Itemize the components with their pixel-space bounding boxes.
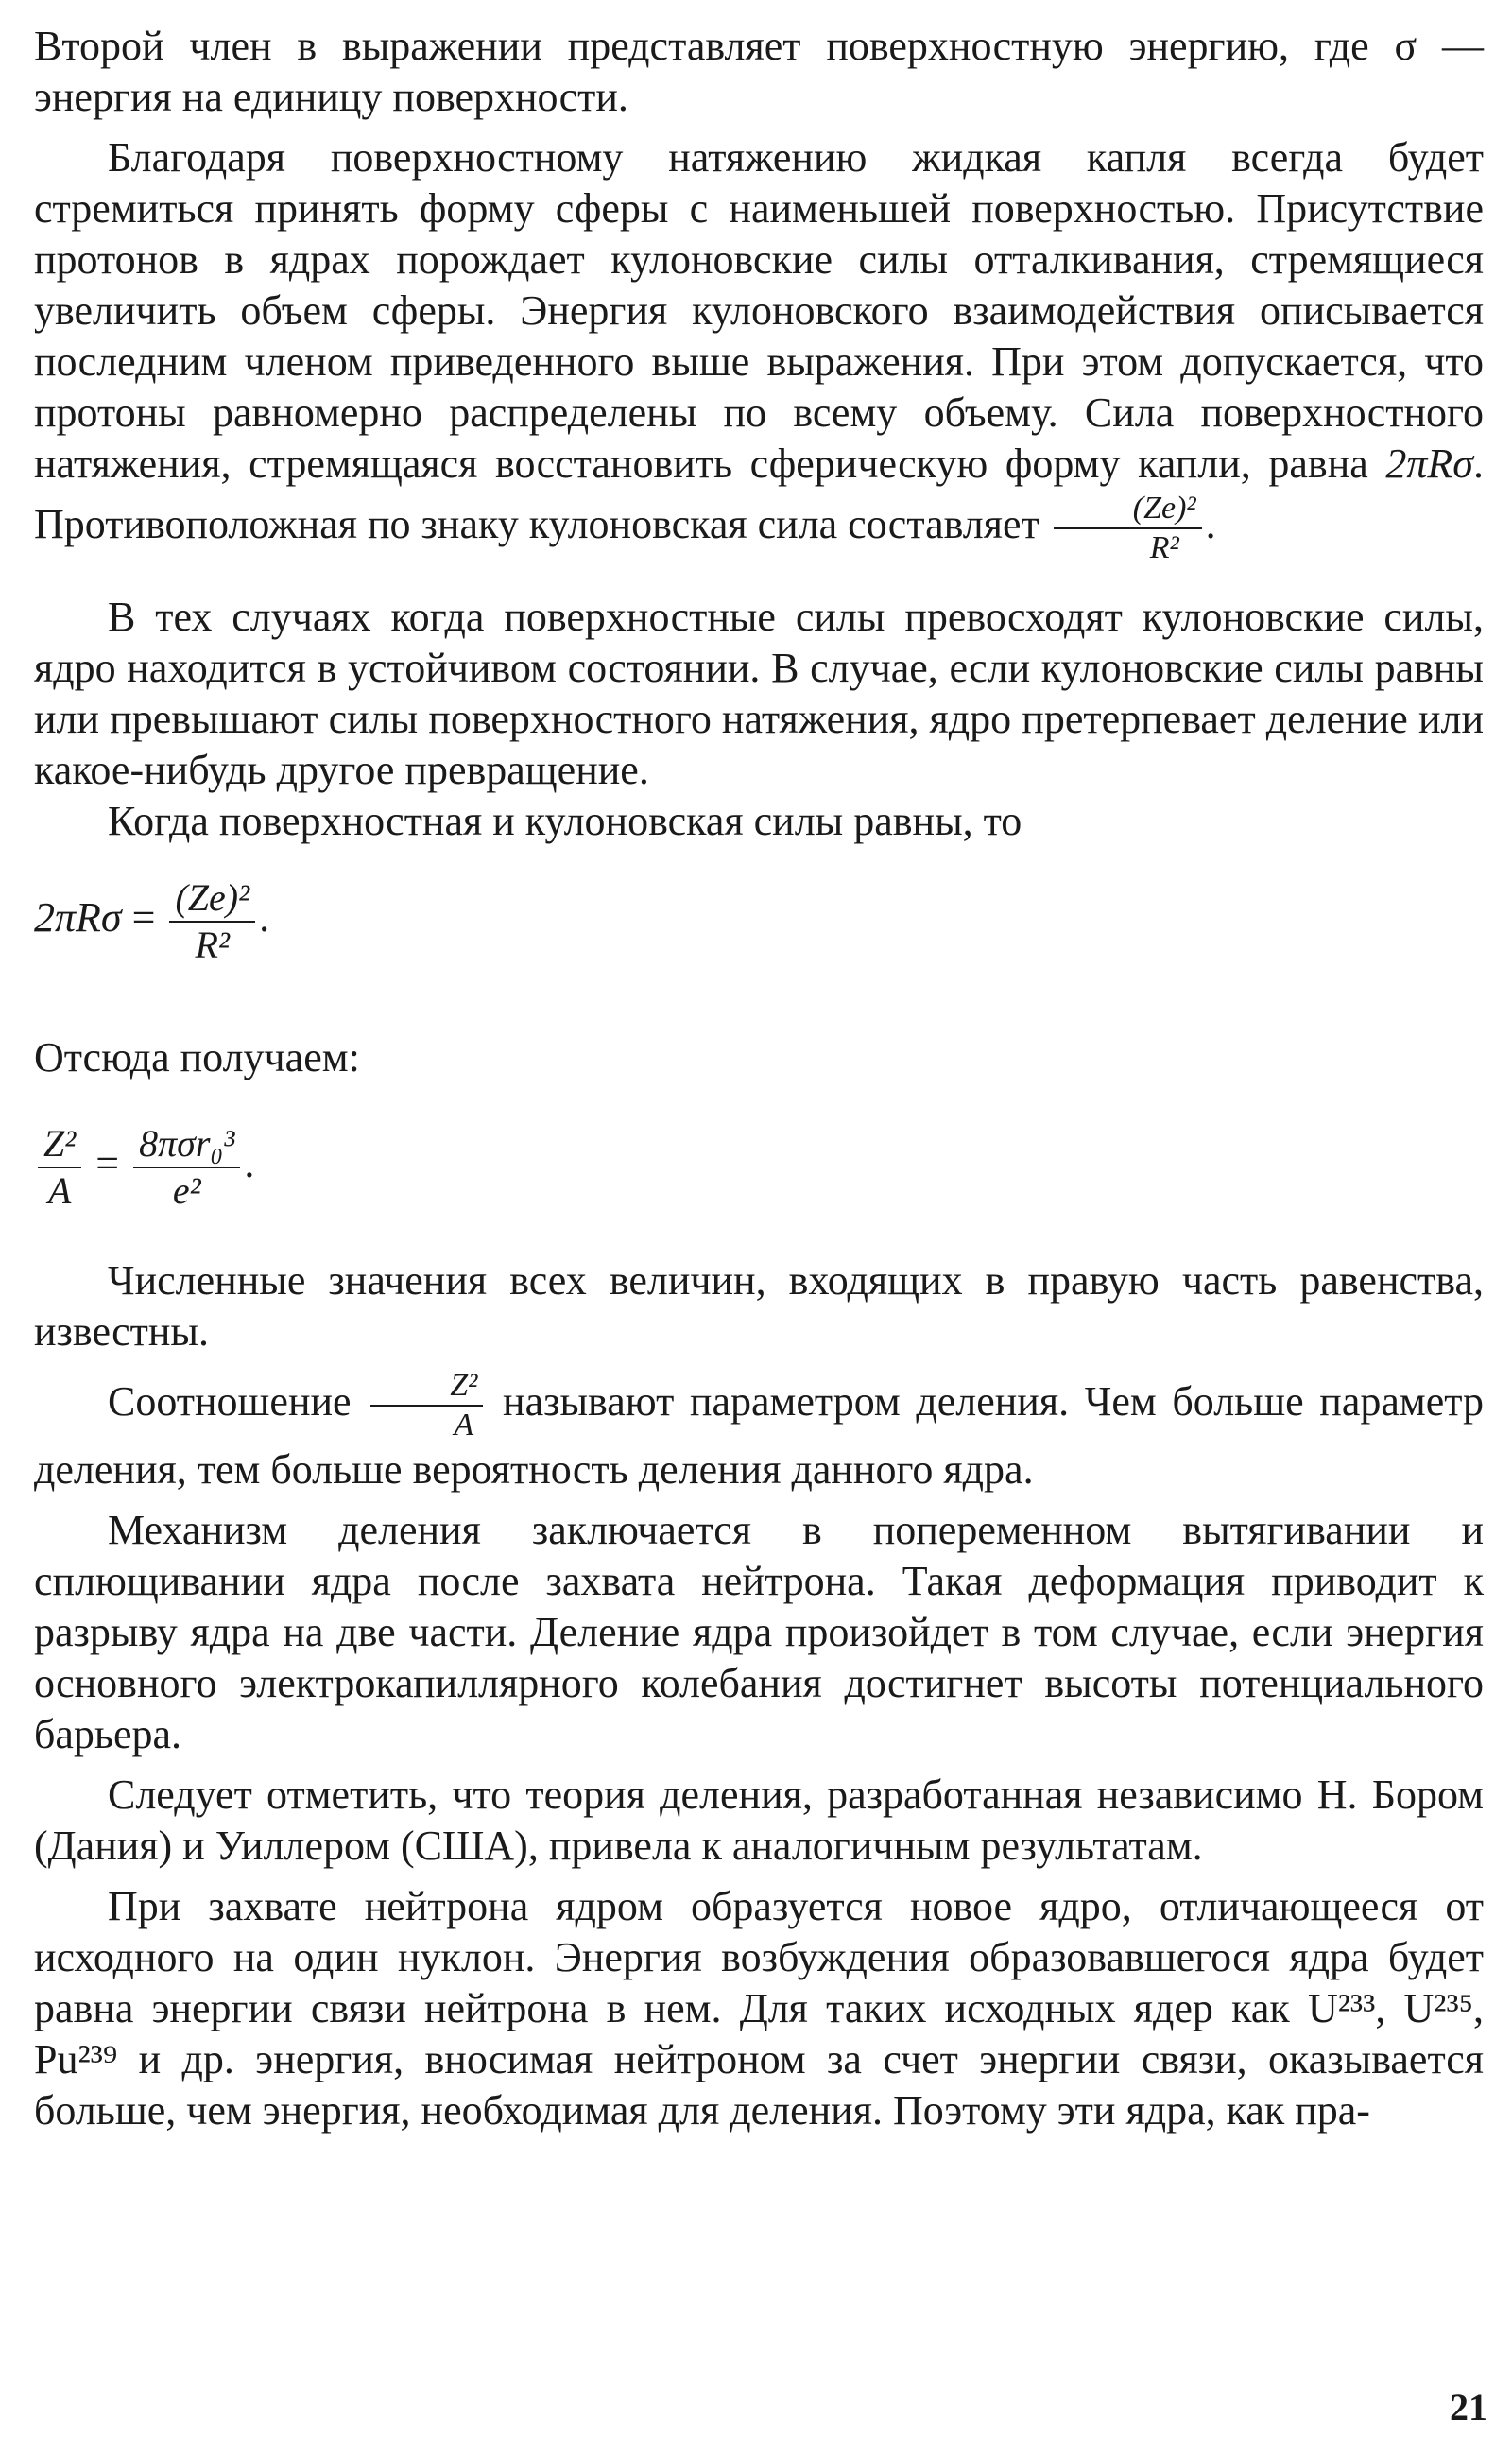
fraction-numerator: Z² bbox=[370, 1367, 483, 1407]
equation-period: . bbox=[244, 1140, 255, 1187]
fraction-coulomb-force bbox=[1054, 490, 1202, 567]
text: и др. энергия, вносимая нейтроном за счет энергии связи, оказывается больше, чем энергия, необходимая для деления. Поэтому эти ядра, как пра- bbox=[34, 2036, 1484, 2134]
equation-fission-parameter bbox=[34, 1121, 1484, 1214]
page-number: 21 bbox=[1450, 2386, 1487, 2428]
text: Соотношение bbox=[108, 1378, 352, 1426]
paragraph-bohr-wheeler: Следует отметить, что теория деления, разработанная независимо Н. Бором (Дания) и Уиллером (США), привела к аналогичным результатам. bbox=[34, 1771, 1484, 1869]
paragraph-surface-energy: Второй член в выражении представляет поверхностную энергию, где σ — энергия на единицу поверхности. bbox=[34, 23, 1484, 120]
fraction-numerator: Z² bbox=[38, 1121, 81, 1168]
isotope-pu239: Pu²³⁹ bbox=[34, 2036, 118, 2082]
fraction-denominator: R² bbox=[195, 924, 230, 966]
fraction-denominator: A bbox=[47, 1169, 72, 1212]
isotope-u233: U²³³ bbox=[1307, 1985, 1376, 2031]
fraction-z2-a bbox=[370, 1367, 483, 1444]
fraction-denominator: A bbox=[454, 1408, 474, 1443]
fraction-numerator: (Ze)² bbox=[1054, 490, 1202, 529]
equals-sign: = bbox=[131, 894, 156, 942]
equation-fraction bbox=[169, 875, 255, 968]
paragraph-fission-parameter bbox=[34, 1367, 1484, 1495]
equation-force-balance bbox=[34, 875, 1484, 968]
equation-rhs-fraction bbox=[133, 1121, 240, 1214]
paragraph-mechanism: Механизм деления заключается в попеременном вытягивании и сплющивании ядра после захвата нейтрона. Такая деформация приводит к разрыву ядра на две части. Деление ядра произойдет в том случае, если энергия основного электрокапиллярного колебания достигнет высоты потенциального барьера. bbox=[34, 1507, 1484, 1757]
text: . bbox=[1205, 501, 1216, 548]
paragraph-surface-tension bbox=[34, 132, 1484, 567]
text: Благодаря поверхностному натяжению жидкая капля всегда будет стремиться принять форму сферы с наименьшей поверхностью. Присутствие протонов в ядрах порождает кулоновские силы отталкивания, стремящиеся увеличить объем сферы. Энергия кулоновского взаимодействия описывается последним членом приведенного выше выражения. При этом допускается, что протоны равномерно распределены по всему объему. Сила поверхностного натяжения, стремящаяся восстановить сферическую форму капли, равна bbox=[34, 134, 1484, 487]
paragraph-hence: Отсюда получаем: bbox=[34, 1034, 360, 1080]
fraction-denominator: e² bbox=[172, 1169, 201, 1212]
equals-sign: = bbox=[95, 1140, 120, 1187]
text: называют параметром деления. Чем больше параметр деления, тем больше вероятность деления данного ядра. bbox=[34, 1378, 1485, 1493]
paragraph-forces-equal: Когда поверхностная и кулоновская силы равны, то bbox=[108, 798, 1022, 844]
text: . Противоположная по знаку кулоновская сила составляет bbox=[34, 441, 1484, 548]
isotope-u235: U²³⁵ bbox=[1403, 1985, 1474, 2031]
fraction-denominator: R² bbox=[1149, 530, 1179, 565]
text: При захвате нейтрона ядром образуется новое ядро, отличающееся от исходного на один нуклон. Энергия возбуждения образовавшегося ядра будет равна энергии связи нейтрона в нем. Для таких исходных ядер как bbox=[34, 1883, 1484, 2031]
equation-lhs-fraction bbox=[38, 1121, 81, 1214]
paragraph-neutron-capture: При захвате нейтрона ядром образуется новое ядро, отличающееся от исходного на один нуклон. Энергия возбуждения образовавшегося ядра будет равна энергии связи нейтрона в нем. Для таких исходных ядер как U²³³, U²³⁵, Pu²³⁹ и др. энергия, вносимая нейтроном за счет энергии связи, оказывается больше, чем энергия, необходимая для деления. Поэтому эти ядра, как пра- bbox=[34, 1883, 1485, 2134]
equation-period: . bbox=[259, 894, 270, 942]
paragraph-stability: В тех случаях когда поверхностные силы превосходят кулоновские силы, ядро находится в устойчивом состоянии. В случае, если кулоновские силы равны или превышают силы поверхностного натяжения, ядро претерпевает деление или какое-нибудь другое превращение. bbox=[34, 594, 1484, 793]
formula-surface-force: 2πRσ bbox=[1385, 441, 1473, 487]
equation-lhs: 2πRσ bbox=[34, 894, 122, 942]
fraction-numerator: 8πσr₀³ bbox=[133, 1121, 240, 1168]
paragraph-numeric-values: Численные значения всех величин, входящих в правую часть равенства, известны. bbox=[34, 1257, 1484, 1355]
fraction-numerator: (Ze)² bbox=[169, 875, 255, 923]
